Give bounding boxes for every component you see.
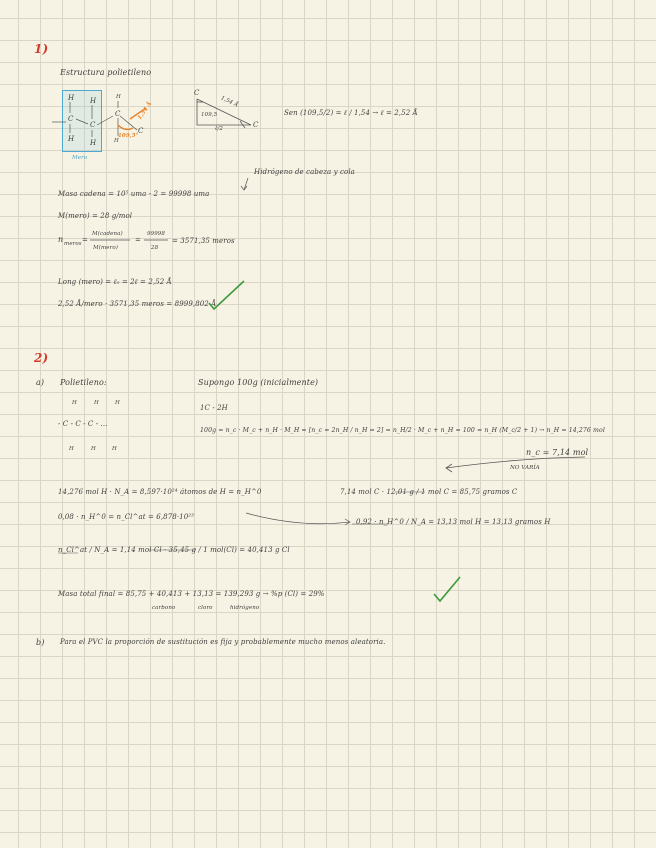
equals-sign-2: =	[135, 236, 141, 244]
label-carbono: carbono	[152, 605, 176, 611]
ratio-c-h: 1C - 2H	[200, 404, 228, 412]
pe-h-top-3: H	[115, 400, 120, 406]
mol-atom-c2: C	[90, 121, 96, 129]
mol-atom-h2: H	[90, 97, 97, 105]
part-b-text: Para el PVC la proporción de sustitución es fija y probablemente mucho menos aleatoria.	[60, 638, 386, 646]
no-varia-label: NO VARÍA	[510, 465, 540, 471]
equals-sign-1: =	[82, 236, 88, 244]
triangle-top-label: C	[194, 89, 200, 97]
mol-atom-h3: H	[68, 135, 75, 143]
part-b-label: b)	[36, 638, 45, 647]
head-tail-annotation: Hidrógeno de cabeza y cola	[254, 168, 355, 176]
frac1-num: M(cadena)	[92, 231, 123, 237]
check-mark-2	[434, 577, 460, 601]
mol-atom-h4: H	[90, 139, 97, 147]
carbon-mass: 7,14 mol C · 12,01 g / 1 mol C = 85,75 gramos C	[340, 488, 518, 496]
pe-h-bot-2: H	[91, 446, 96, 452]
section-2-number: 2)	[34, 351, 49, 365]
h-remaining: 0,08 · n_H^0 = n_Cl^at = 6,878·10²³	[58, 513, 195, 521]
total-mass: Masa total final = 85,75 + 40,413 + 13,13 = 139,293 g → %p (Cl) = 29%	[58, 590, 325, 598]
sin-equation: Sen (109,5/2) = ℓ / 1,54 → ℓ = 2,52 Å	[284, 109, 418, 117]
mol-right-h2: H	[114, 138, 119, 144]
mero-mass: M(mero) = 28 g/mol	[58, 212, 133, 220]
pe-chain: - C - C - C - ...	[58, 420, 108, 428]
triangle-right-label: C	[253, 121, 259, 129]
nc-result: n_c = 7,14 mol	[526, 448, 589, 457]
n-meros-lhs: n	[58, 235, 64, 244]
pe-h-top-2: H	[94, 400, 99, 406]
n-meros-sub: meros	[64, 241, 82, 247]
pe-h-top-1: H	[72, 400, 77, 406]
triangle-angle-label: 109,5	[201, 112, 218, 118]
final-length: 2,52 Å/mero · 3571,35 meros = 8999,802 Å	[58, 300, 217, 308]
cl-mol: n_Cl^at / N_A = 1,14 mol Cl · 35,45 g / 1 mol(Cl) = 40,413 g Cl	[58, 546, 290, 554]
length-mero: Long (mero) = ℓ₀ = 2ℓ = 2,52 Å	[58, 278, 172, 286]
mass-equation: 100g = n_c · M_c + n_H · M_H = [n_c = 2n_H / n_H = 2] = n_H/2 · M_c + n_H = 100 = n_H (M_c/2 + 1) → n_H = 14,276 mol	[200, 427, 605, 434]
mol-right-c1: C	[115, 110, 121, 118]
assume-100g: Supongo 100g (inicialmente)	[198, 378, 319, 387]
orange-angle-label: 109,5°	[118, 133, 139, 139]
part-a-label: a)	[36, 378, 45, 387]
section-1-heading: Estructura polietileno	[60, 68, 152, 77]
check-mark-1	[209, 281, 244, 309]
orange-bond-label: 1,54 Å	[136, 101, 154, 121]
label-hidrogeno: hidrógeno	[230, 605, 260, 611]
mol-right-h1: H	[116, 94, 121, 100]
label-cloro: cloro	[198, 605, 213, 611]
triangle-bottom-label: ℓ/2	[215, 126, 223, 132]
mol-atom-c1: C	[68, 115, 74, 123]
pe-h-bot-1: H	[69, 446, 74, 452]
triangle-hyp-label: 1,54 Å	[219, 95, 239, 109]
pe-h-bot-3: H	[112, 446, 117, 452]
mero-label: Mero	[72, 155, 88, 161]
frac1-den: M(mero)	[93, 245, 119, 251]
frac2-num: 99998	[147, 231, 165, 237]
h-atoms: 14,276 mol H · N_A = 8,597·10²⁴ átomos de H = n_H^0	[58, 488, 262, 496]
chain-mass: Masa cadena = 10⁵ uma - 2 = 99998 uma	[58, 190, 210, 198]
frac2-den: 28	[151, 245, 159, 251]
n-meros-result: = 3571,35 meros	[172, 237, 235, 245]
h-mass: 0,92 · n_H^0 / N_A = 13,13 mol H = 13,13 gramos H	[356, 518, 551, 526]
mol-atom-h1: H	[68, 94, 75, 102]
part-a-heading: Polietileno:	[60, 378, 107, 387]
section-1-number: 1)	[34, 42, 49, 56]
mol-right-c2: C	[138, 127, 144, 135]
